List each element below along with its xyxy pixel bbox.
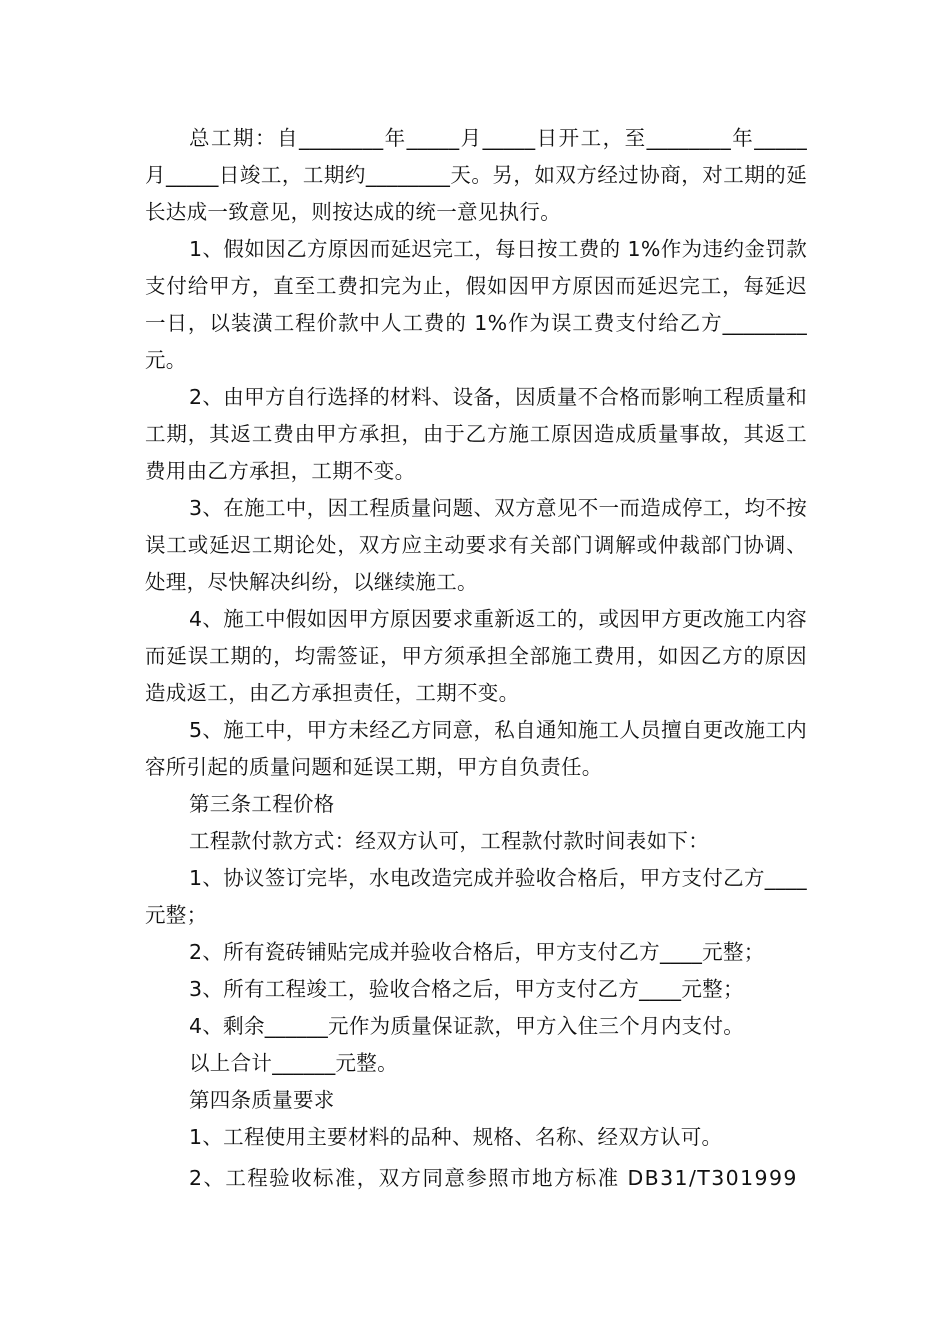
paragraph-quality-2: 2、工程验收标准，双方同意参照市地方标准 DB31/T301999 [189, 1166, 798, 1190]
paragraph-delay-clause-1: 1、假如因乙方原因而延迟完工，每日按工费的 1%作为违约金罚款支付给甲方，直至工费扣完为止，假如因甲方原因而延迟完工，每延迟一日，以装潢工程价款中人工费的 1%作为误工费支付给乙方________元。 [145, 237, 807, 372]
paragraph-delay-clause-5: 5、施工中，甲方未经乙方同意，私自通知施工人员擅自更改施工内容所引起的质量问题和延误工期，甲方自负责任。 [145, 718, 807, 779]
section-heading-article-4: 第四条质量要求 [189, 1088, 335, 1112]
paragraph-payment-4: 4、剩余______元作为质量保证款，甲方入住三个月内支付。 [189, 1014, 745, 1038]
paragraph-delay-clause-3: 3、在施工中，因工程质量问题、双方意见不一而造成停工，均不按误工或延迟工期论处，双方应主动要求有关部门调解或仲裁部门协调、处理，尽快解决纠纷，以继续施工。 [145, 496, 807, 594]
paragraph-payment-1: 1、协议签订完毕，水电改造完成并验收合格后，甲方支付乙方____元整； [145, 866, 807, 927]
paragraph-delay-clause-4: 4、施工中假如因甲方原因要求重新返工的，或因甲方更改施工内容而延误工期的，均需签证，甲方须承担全部施工费用，如因乙方的原因造成返工，由乙方承担责任，工期不变。 [145, 607, 807, 705]
paragraph-payment-method: 工程款付款方式：经双方认可，工程款付款时间表如下： [189, 829, 709, 853]
document-body [145, 120, 807, 1197]
paragraph-delay-clause-2: 2、由甲方自行选择的材料、设备，因质量不合格而影响工程质量和工期，其返工费由甲方承担，由于乙方施工原因造成质量事故，其返工费用由乙方承担，工期不变。 [145, 385, 807, 483]
paragraph-quality-1: 1、工程使用主要材料的品种、规格、名称、经双方认可。 [189, 1125, 723, 1149]
paragraph-payment-2: 2、所有瓷砖铺贴完成并验收合格后，甲方支付乙方____元整； [189, 940, 765, 964]
paragraph-payment-total: 以上合计______元整。 [189, 1051, 398, 1075]
paragraph-payment-3: 3、所有工程竣工，验收合格之后，甲方支付乙方____元整； [189, 977, 744, 1001]
section-heading-article-3: 第三条工程价格 [189, 792, 335, 816]
paragraph-construction-period: 总工期：自________年_____月_____日开工，至________年_____月_____日竣工，工期约________天。另，如双方经过协商，对工期的延长达成一致意见，则按达成的统一意见执行。 [145, 126, 807, 224]
